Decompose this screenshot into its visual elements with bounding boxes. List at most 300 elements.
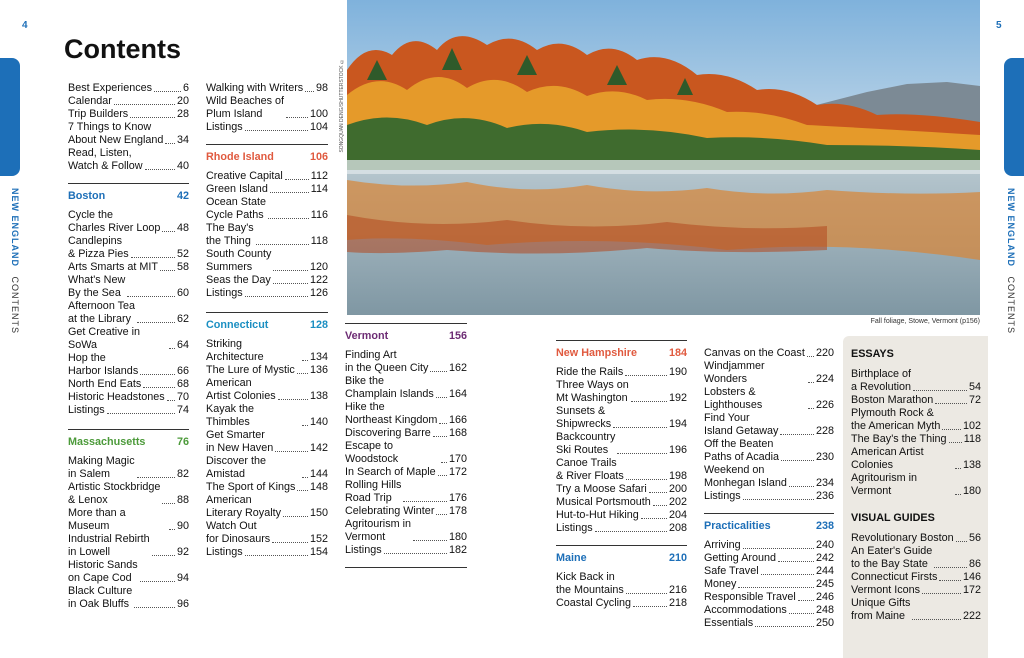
toc-entry[interactable] [206, 455, 328, 481]
toc-entry-title: Hop the Harbor Islands [68, 352, 139, 377]
dot-leader [403, 501, 447, 502]
toc-entry-page: 198 [668, 470, 687, 482]
lake-foliage-illustration [347, 0, 980, 315]
toc-entry[interactable] [68, 209, 189, 235]
toc-entry-page: 234 [815, 477, 834, 489]
dot-leader [413, 540, 447, 541]
toc-entry[interactable] [68, 326, 189, 352]
toc-entry-title: Afternoon Tea at the Library [68, 300, 136, 325]
toc-entry-page: 166 [448, 414, 467, 426]
toc-entry-page: 230 [815, 451, 834, 463]
toc-entry-title: Ocean State Cycle Paths [206, 196, 267, 221]
right-side-label [1002, 188, 1016, 335]
toc-entry[interactable] [556, 457, 687, 483]
dot-leader [433, 436, 447, 437]
dot-leader [738, 587, 814, 588]
dot-leader [154, 91, 181, 92]
toc-entry-page: 122 [309, 274, 328, 286]
toc-entry-page: 88 [176, 494, 189, 506]
dot-leader [169, 348, 175, 349]
toc-entry-title: Canvas on the Coast [704, 347, 805, 359]
dot-leader [297, 490, 308, 491]
toc-entry[interactable] [556, 509, 687, 522]
column-1 [68, 82, 189, 611]
toc-entry[interactable] [345, 440, 467, 466]
toc-entry[interactable] [556, 597, 687, 610]
toc-entry[interactable] [68, 261, 189, 274]
toc-entry-title: Walking with Writers [206, 82, 304, 94]
toc-entry[interactable] [68, 147, 189, 173]
toc-entry[interactable] [206, 95, 328, 121]
toc-entry-title: Agritourism in Vermont [345, 518, 411, 543]
toc-entry-title: Plymouth Rock & the American Myth [851, 407, 941, 432]
toc-entry-page: 162 [448, 362, 467, 374]
toc-entry[interactable] [704, 565, 834, 578]
practicalities-list [704, 539, 834, 630]
toc-entry[interactable] [345, 427, 467, 440]
toc-entry[interactable] [345, 401, 467, 427]
toc-entry-page: 102 [962, 420, 981, 432]
toc-entry[interactable] [345, 349, 467, 375]
vermont-end-rule [345, 567, 467, 568]
section-name: Massachusetts [68, 436, 146, 448]
toc-entry[interactable] [704, 539, 834, 552]
toc-entry[interactable] [704, 464, 834, 490]
section-page: 42 [176, 190, 189, 202]
toc-entry[interactable] [556, 379, 687, 405]
toc-entry[interactable] [206, 196, 328, 222]
toc-entry-title: Watch Out for Dinosaurs [206, 520, 271, 545]
toc-entry-title: In Search of Maple [345, 466, 436, 478]
toc-entry[interactable] [851, 394, 981, 407]
dot-leader [140, 374, 175, 375]
dot-leader [761, 574, 814, 575]
toc-entry-page: 172 [962, 584, 981, 596]
dot-leader [436, 514, 447, 515]
section-header-maine[interactable] [556, 545, 687, 565]
dot-leader [939, 580, 961, 581]
toc-entry[interactable] [704, 617, 834, 630]
dot-leader [955, 468, 961, 469]
dot-leader [245, 130, 308, 131]
toc-entry[interactable] [206, 338, 328, 364]
toc-entry-title: Candlepins & Pizza Pies [68, 235, 129, 260]
toc-entry[interactable] [206, 248, 328, 274]
toc-entry-title: Kayak the Thimbles [206, 403, 255, 428]
toc-entry-title: Find Your Island Getaway [704, 412, 779, 437]
toc-entry-title: Listings [206, 546, 243, 558]
side-label-normal: CONTENTS [1006, 276, 1016, 335]
section-page: 106 [309, 151, 328, 163]
toc-entry[interactable] [68, 481, 189, 507]
toc-entry-title: Listings [345, 544, 382, 556]
toc-entry[interactable] [704, 591, 834, 604]
toc-entry-page: 168 [448, 427, 467, 439]
toc-entry[interactable] [206, 520, 328, 546]
toc-entry-page: 126 [309, 287, 328, 299]
dot-leader [167, 400, 175, 401]
toc-entry[interactable] [345, 466, 467, 479]
dot-leader [912, 619, 961, 620]
toc-entry[interactable] [68, 274, 189, 300]
toc-entry[interactable] [68, 455, 189, 481]
dot-leader [268, 218, 309, 219]
dot-leader [653, 505, 667, 506]
essays-heading: ESSAYS [851, 348, 894, 360]
toc-entry-page: 180 [448, 531, 467, 543]
toc-entry-title: Historic Sands on Cape Cod [68, 559, 138, 584]
toc-entry[interactable] [206, 287, 328, 300]
toc-entry-title: Creative Capital [206, 170, 283, 182]
toc-entry[interactable] [68, 82, 189, 95]
toc-entry-title: Bike the Champlain Islands [345, 375, 434, 400]
dot-leader [302, 360, 308, 361]
toc-entry[interactable] [206, 170, 328, 183]
column-3 [345, 316, 467, 568]
toc-entry[interactable] [206, 274, 328, 287]
left-side-label [6, 188, 20, 335]
toc-entry-page: 192 [668, 392, 687, 404]
toc-entry[interactable] [556, 522, 687, 535]
toc-entry[interactable] [206, 82, 328, 95]
toc-entry-title: Off the Beaten Paths of Acadia [704, 438, 780, 463]
toc-entry[interactable] [68, 235, 189, 261]
toc-entry-title: The Bay's the Thing [851, 433, 947, 445]
dot-leader [272, 542, 308, 543]
toc-entry-title: North End Eats [68, 378, 142, 390]
toc-entry-title: Listings [206, 121, 243, 133]
toc-entry[interactable] [206, 377, 328, 403]
toc-entry[interactable] [851, 472, 981, 498]
toc-entry[interactable] [68, 108, 189, 121]
toc-entry[interactable] [704, 604, 834, 617]
toc-entry-page: 178 [448, 505, 467, 517]
toc-entry-page: 40 [176, 160, 189, 172]
dot-leader [781, 460, 814, 461]
toc-entry[interactable] [68, 95, 189, 108]
dot-leader [743, 548, 814, 549]
toc-entry[interactable] [206, 481, 328, 494]
toc-entry[interactable] [851, 571, 981, 584]
toc-entry-title: Coastal Cycling [556, 597, 632, 609]
toc-entry-page: 92 [176, 546, 189, 558]
toc-entry[interactable] [851, 446, 981, 472]
dot-leader [956, 541, 967, 542]
dot-leader [302, 425, 308, 426]
dot-leader [436, 397, 447, 398]
toc-entry-title: More than a Museum [68, 507, 126, 532]
section-page: 156 [448, 330, 467, 342]
toc-entry[interactable] [206, 364, 328, 377]
toc-entry-title: Unique Gifts from Maine [851, 597, 911, 622]
left-page-number: 4 [22, 20, 28, 31]
toc-entry-title: Ride the Rails [556, 366, 624, 378]
toc-entry-page: 54 [968, 381, 981, 393]
toc-entry-page: 146 [962, 571, 981, 583]
dot-leader [439, 423, 447, 424]
toc-entry[interactable] [345, 518, 467, 544]
toc-entry[interactable] [704, 386, 834, 412]
toc-entry-title: Seas the Day [206, 274, 271, 286]
toc-entry-title: Responsible Travel [704, 591, 796, 603]
toc-entry-page: 240 [815, 539, 834, 551]
column-4 [556, 340, 687, 610]
dot-leader [130, 117, 175, 118]
toc-entry[interactable] [345, 375, 467, 401]
toc-entry-title: Trip Builders [68, 108, 129, 120]
toc-entry[interactable] [345, 479, 467, 505]
toc-entry-page: 200 [668, 483, 687, 495]
dot-leader [949, 442, 962, 443]
toc-entry-page: 226 [815, 399, 834, 411]
toc-entry-title: Revolutionary Boston [851, 532, 954, 544]
section-header-vermont[interactable] [345, 323, 467, 343]
section-name: Maine [556, 552, 587, 564]
toc-entry-title: 7 Things to Know About New England [68, 121, 164, 146]
toc-entry-title: Backcountry Ski Routes [556, 431, 616, 456]
toc-entry-title: Wild Beaches of Plum Island [206, 95, 285, 120]
vermont-list [345, 349, 467, 557]
toc-entry[interactable] [704, 552, 834, 565]
toc-entry-title: Lobsters & Lighthouses [704, 386, 763, 411]
dot-leader [169, 529, 175, 530]
toc-entry-title: Agritourism in Vermont [851, 472, 917, 497]
toc-entry[interactable] [206, 494, 328, 520]
toc-entry-page: 196 [668, 444, 687, 456]
toc-entry-title: Striking Architecture [206, 338, 264, 363]
toc-entry[interactable] [206, 403, 328, 429]
dot-leader [807, 356, 814, 357]
toc-entry-page: 144 [309, 468, 328, 480]
right-edge-tab [1004, 58, 1024, 176]
toc-entry-page: 118 [310, 235, 328, 247]
section-header-massachusetts[interactable] [68, 429, 189, 449]
toc-entry-title: American Artist Colonies [206, 377, 276, 402]
toc-entry[interactable] [851, 368, 981, 394]
dot-leader [256, 244, 309, 245]
toc-entry[interactable] [556, 431, 687, 457]
dot-leader [595, 531, 667, 532]
toc-entry-page: 148 [309, 481, 328, 493]
toc-entry-page: 96 [176, 598, 189, 610]
toc-entry[interactable] [345, 505, 467, 518]
toc-entry-title: Birthplace of a Revolution [851, 368, 912, 393]
column-5 [704, 347, 834, 630]
toc-entry[interactable] [704, 438, 834, 464]
dot-leader [649, 492, 667, 493]
toc-entry-page: 176 [448, 492, 467, 504]
dot-leader [633, 606, 667, 607]
section-header-connecticut[interactable] [206, 312, 328, 332]
dot-leader [145, 169, 175, 170]
maine-list [556, 571, 687, 610]
toc-entry[interactable] [206, 183, 328, 196]
toc-entry-page: 70 [176, 391, 189, 403]
toc-entry-page: 244 [815, 565, 834, 577]
toc-entry[interactable] [206, 121, 328, 134]
toc-entry-page: 250 [815, 617, 834, 629]
toc-entry-title: The Lure of Mystic [206, 364, 295, 376]
dot-leader [808, 382, 814, 383]
toc-entry[interactable] [206, 429, 328, 455]
toc-entry-page: 98 [315, 82, 328, 94]
toc-entry-title: Get Creative in SoWa [68, 326, 141, 351]
toc-entry-title: Vermont Icons [851, 584, 921, 596]
dot-leader [283, 516, 308, 517]
toc-entry[interactable] [704, 360, 834, 386]
toc-entry-page: 6 [182, 82, 189, 94]
dot-leader [384, 553, 447, 554]
toc-entry-title: Black Culture in Oak Bluffs [68, 585, 133, 610]
section-name: Rhode Island [206, 151, 274, 163]
section-page: 210 [668, 552, 687, 564]
toc-entry-page: 216 [668, 584, 687, 596]
toc-entry[interactable] [704, 412, 834, 438]
toc-entry-page: 60 [176, 287, 189, 299]
toc-entry[interactable] [704, 578, 834, 591]
section-name: Connecticut [206, 319, 269, 331]
toc-entry-page: 100 [309, 108, 328, 120]
intro-list [68, 82, 189, 173]
toc-entry[interactable] [851, 545, 981, 571]
toc-entry-title: Musical Portsmouth [556, 496, 651, 508]
section-header-practicalities[interactable] [704, 513, 834, 533]
toc-entry-title: An Eater's Guide to the Bay State [851, 545, 933, 570]
toc-entry[interactable] [68, 559, 189, 585]
toc-entry-title: Get Smarter in New Haven [206, 429, 274, 454]
toc-entry[interactable] [556, 483, 687, 496]
toc-entry-page: 236 [815, 490, 834, 502]
toc-entry[interactable] [851, 584, 981, 597]
dot-leader [278, 399, 308, 400]
toc-entry-page: 86 [968, 558, 981, 570]
toc-entry[interactable] [345, 544, 467, 557]
section-name: New Hampshire [556, 347, 638, 359]
toc-entry-title: Discover the Amistad [206, 455, 267, 480]
toc-entry-page: 72 [968, 394, 981, 406]
toc-entry-page: 190 [668, 366, 687, 378]
toc-entry-page: 66 [176, 365, 189, 377]
section-name: Boston [68, 190, 106, 202]
toc-entry[interactable] [68, 533, 189, 559]
section-header-new-hampshire[interactable] [556, 340, 687, 360]
column-2 [206, 82, 328, 559]
toc-entry-title: Canoe Trails & River Floats [556, 457, 624, 482]
toc-entry-title: Arts Smarts at MIT [68, 261, 158, 273]
toc-entry[interactable] [556, 571, 687, 597]
section-header-rhode-island[interactable] [206, 144, 328, 164]
connecticut-list [206, 338, 328, 559]
toc-entry-page: 208 [668, 522, 687, 534]
toc-entry-page: 220 [815, 347, 834, 359]
toc-entry[interactable] [68, 378, 189, 391]
side-label-bold: NEW ENGLAND [1006, 188, 1016, 267]
toc-entry[interactable] [206, 222, 328, 248]
toc-entry-page: 138 [962, 459, 981, 471]
toc-entry[interactable] [206, 546, 328, 559]
dot-leader [114, 104, 175, 105]
toc-entry-title: Read, Listen, Watch & Follow [68, 147, 143, 172]
toc-entry-title: The Sport of Kings [206, 481, 296, 493]
dot-leader [273, 270, 308, 271]
toc-entry-title: What's New By the Sea [68, 274, 126, 299]
toc-entry[interactable] [68, 300, 189, 326]
toc-entry-page: 120 [309, 261, 328, 273]
toc-entry-title: Discovering Barre [345, 427, 431, 439]
toc-entry[interactable] [851, 407, 981, 433]
toc-entry-page: 140 [309, 416, 328, 428]
toc-entry-page: 90 [176, 520, 189, 532]
toc-entry-page: 246 [815, 591, 834, 603]
toc-entry-title: Making Magic in Salem [68, 455, 135, 480]
toc-entry-title: Celebrating Winter [345, 505, 435, 517]
toc-entry-title: Historic Headstones [68, 391, 165, 403]
toc-entry-title: Boston Marathon [851, 394, 934, 406]
dot-leader [755, 626, 814, 627]
dot-leader [131, 257, 175, 258]
toc-entry-title: Rolling Hills Road Trip [345, 479, 402, 504]
toc-entry[interactable] [68, 585, 189, 611]
toc-entry[interactable] [851, 433, 981, 446]
toc-entry[interactable] [68, 391, 189, 404]
toc-entry-page: 62 [176, 313, 189, 325]
toc-entry[interactable] [556, 496, 687, 509]
toc-entry-page: 56 [968, 532, 981, 544]
toc-entry-title: Calendar [68, 95, 112, 107]
toc-entry[interactable] [851, 597, 981, 623]
dot-leader [631, 401, 667, 402]
toc-entry-page: 134 [309, 351, 328, 363]
toc-entry-page: 112 [310, 170, 328, 182]
toc-entry[interactable] [68, 352, 189, 378]
toc-entry-title: Accommodations [704, 604, 787, 616]
toc-entry-page: 20 [176, 95, 189, 107]
dot-leader [286, 117, 308, 118]
toc-entry[interactable] [556, 405, 687, 431]
toc-entry[interactable] [556, 366, 687, 379]
toc-entry-title: Listings [556, 522, 593, 534]
toc-entry[interactable] [68, 507, 189, 533]
toc-entry-title: Listings [68, 404, 105, 416]
dot-leader [808, 408, 814, 409]
section-header-boston[interactable] [68, 183, 189, 203]
toc-entry-page: 136 [309, 364, 328, 376]
toc-entry-title: Finding Art in the Queen City [345, 349, 429, 374]
side-label-normal: CONTENTS [10, 276, 20, 335]
toc-entry-page: 228 [815, 425, 834, 437]
toc-entry[interactable] [851, 532, 981, 545]
dot-leader [162, 503, 175, 504]
toc-entry-page: 74 [176, 404, 189, 416]
dot-leader [778, 561, 814, 562]
boston-list [68, 209, 189, 417]
toc-entry-title: Artistic Stockbridge & Lenox [68, 481, 161, 506]
toc-entry[interactable] [704, 347, 834, 360]
dot-leader [302, 477, 308, 478]
toc-entry-page: 142 [309, 442, 328, 454]
toc-entry-title: Three Ways on Mt Washington [556, 379, 629, 404]
toc-entry[interactable] [68, 404, 189, 417]
toc-entry-title: Hike the Northeast Kingdom [345, 401, 438, 426]
dot-leader [441, 462, 447, 463]
toc-entry-page: 218 [668, 597, 687, 609]
toc-entry-page: 245 [815, 578, 834, 590]
toc-entry[interactable] [704, 490, 834, 503]
toc-entry-title: Kick Back in the Mountains [556, 571, 624, 596]
toc-entry[interactable] [68, 121, 189, 147]
toc-entry-page: 154 [309, 546, 328, 558]
dot-leader [780, 434, 814, 435]
